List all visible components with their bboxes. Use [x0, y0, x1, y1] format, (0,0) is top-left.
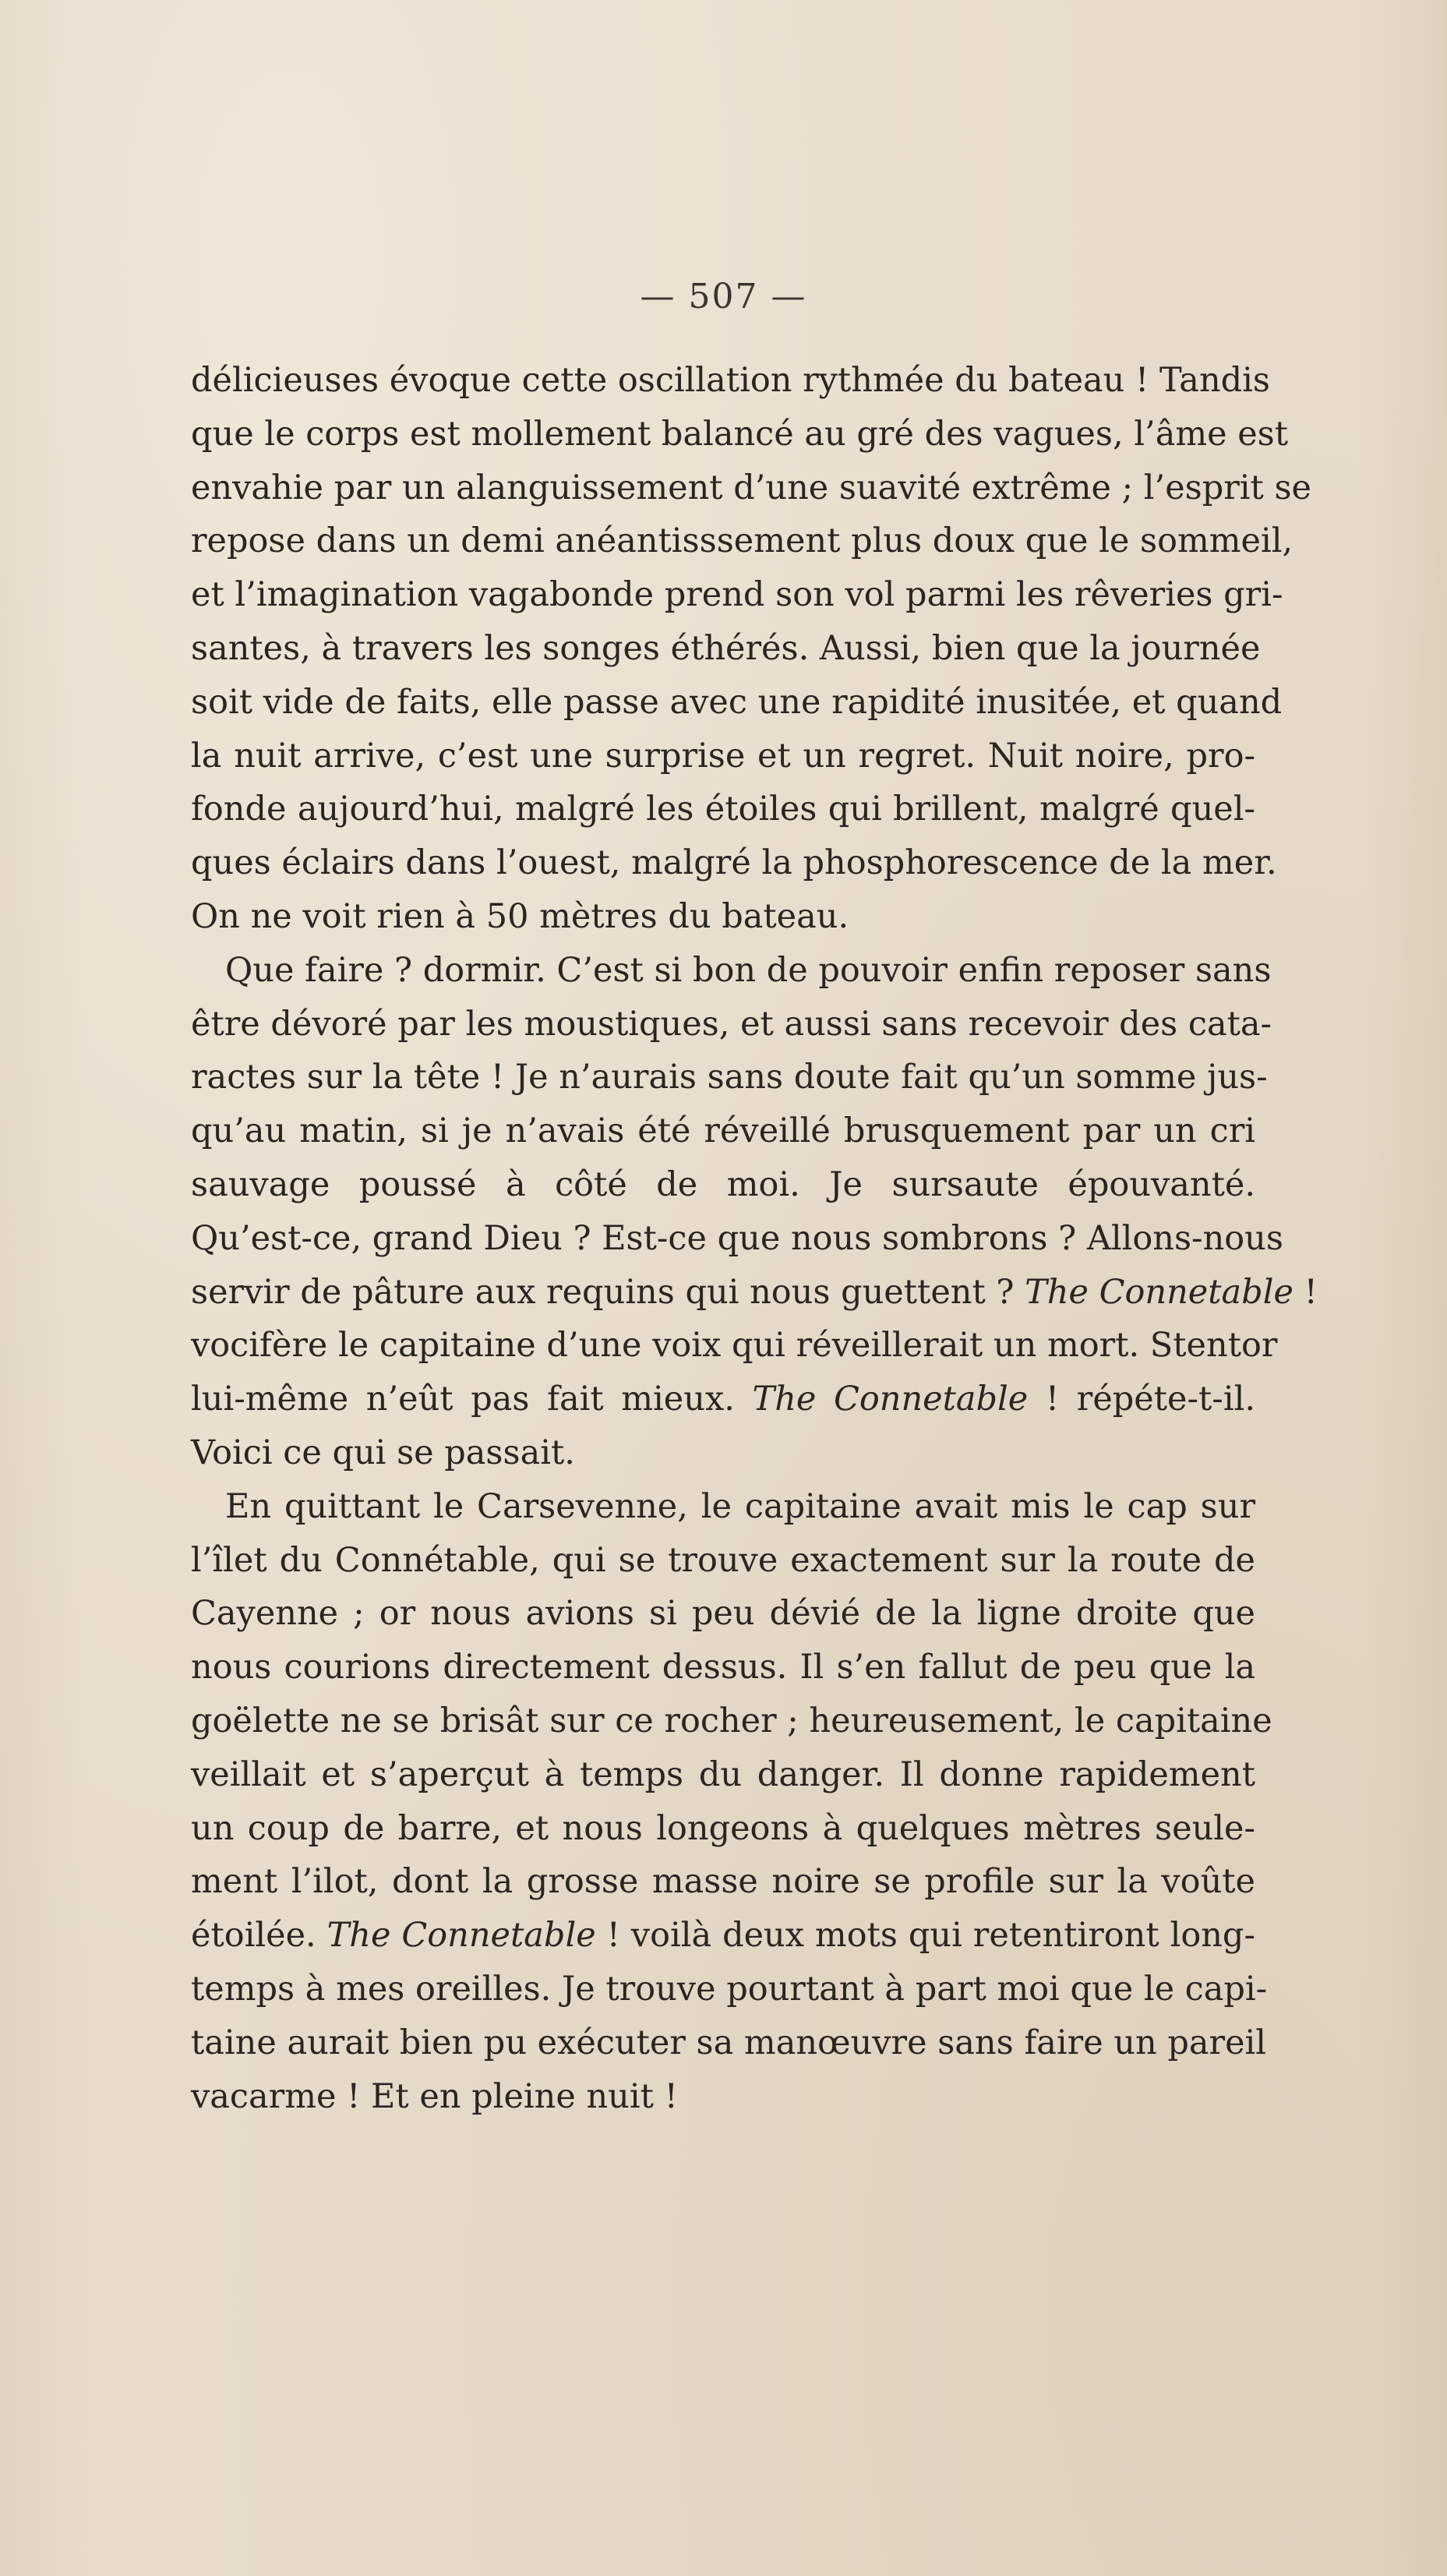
text-line [191, 1426, 1255, 1480]
text-line [191, 836, 1277, 890]
paragraph [191, 944, 1318, 1480]
text-run: ment l’ilot, dont la grosse masse noire se profile sur la voûte [191, 1862, 1255, 1902]
text-line [191, 1212, 1283, 1266]
text-run: nous courions directement dessus. Il s’en fallut de peu que la [191, 1648, 1255, 1687]
text-line [191, 998, 1272, 1051]
text-line [191, 1802, 1255, 1856]
text-run: lui-même n’eût pas fait mieux. [191, 1380, 753, 1419]
body-text [191, 354, 1318, 2123]
text-run: ! voilà deux mots qui retentiront long- [595, 1916, 1255, 1956]
text-run: repose dans un demi anéantisssement plus doux que le sommeil, [191, 521, 1293, 561]
text-run: ractes sur la tête ! Je n’aurais sans doute fait qu’un somme jus- [191, 1058, 1268, 1097]
text-run: Cayenne ; or nous avions si peu dévié de la ligne droite que [191, 1594, 1255, 1634]
italic-ship-name: The Connetable [326, 1916, 596, 1956]
text-run: ! répéte-t-il. [1028, 1380, 1255, 1419]
text-run: délicieuses évoque cette oscillation rythmée du bateau ! Tandis [191, 361, 1270, 400]
text-line [191, 568, 1283, 622]
text-line [191, 354, 1270, 408]
text-line [191, 461, 1312, 515]
text-line [191, 408, 1289, 461]
text-line [191, 1319, 1278, 1373]
text-line [191, 1266, 1318, 1320]
text-run: vacarme ! Et en pleine nuit ! [191, 2076, 678, 2116]
text-run: On ne voit rien à 50 mètres du bateau. [191, 896, 849, 936]
text-line [191, 1158, 1255, 1212]
text-run: la nuit arrive, c’est une surprise et un regret. Nuit noire, pro- [191, 736, 1255, 776]
text-line [191, 944, 1272, 998]
text-line [191, 1104, 1255, 1158]
text-line [191, 1963, 1268, 2016]
text-line [191, 730, 1255, 783]
paragraph [191, 354, 1312, 944]
text-run: fonde aujourd’hui, malgré les étoiles qui brillent, malgré quel- [191, 790, 1255, 829]
text-line [191, 514, 1293, 568]
text-run: soit vide de faits, elle passe avec une rapidité inusitée, et quand [191, 682, 1283, 722]
text-run: santes, à travers les songes éthérés. Aussi, bien que la journée [191, 628, 1261, 668]
text-line [191, 1748, 1255, 1802]
text-run: Que faire ? dormir. C’est si bon de pouvoir enfin reposer sans [225, 950, 1272, 990]
text-line [191, 676, 1283, 730]
text-line [191, 1534, 1255, 1588]
text-line [191, 1855, 1255, 1909]
text-run: étoilée. [191, 1916, 327, 1956]
text-line [191, 1641, 1255, 1694]
text-line [191, 1909, 1255, 1963]
text-line [191, 890, 1255, 944]
text-run: ques éclairs dans l’ouest, malgré la phosphorescence de la mer. [191, 843, 1277, 883]
text-run: servir de pâture aux requins qui nous guettent ? [191, 1272, 1025, 1312]
text-line [191, 2016, 1267, 2070]
italic-ship-name: The Connetable [1025, 1272, 1293, 1312]
text-run: Voici ce qui se passait. [191, 1433, 575, 1472]
text-line [191, 1587, 1255, 1641]
text-run: sauvage poussé à côté de moi. Je sursaute épouvanté. [191, 1164, 1255, 1204]
text-run: l’îlet du Connétable, qui se trouve exactement sur la route de [191, 1540, 1255, 1580]
text-line [191, 2070, 1255, 2124]
text-run: un coup de barre, et nous longeons à quelques mètres seule- [191, 1808, 1255, 1848]
text-run: veillait et s’aperçut à temps du danger. Il donne rapidement [191, 1754, 1255, 1794]
italic-ship-name: The Connetable [752, 1380, 1029, 1419]
text-run: Qu’est-ce, grand Dieu ? Est-ce que nous sombrons ? Allons-nous [191, 1218, 1283, 1258]
text-line [191, 783, 1255, 836]
text-run: et l’imagination vagabonde prend son vol parmi les rêveries gri- [191, 575, 1283, 615]
paragraph [191, 1480, 1272, 2124]
text-run: taine aurait bien pu exécuter sa manœuvre sans faire un pareil [191, 2023, 1267, 2062]
text-run: envahie par un alanguissement d’une suavité extrême ; l’esprit se [191, 468, 1312, 507]
text-line [191, 1694, 1272, 1748]
text-line [191, 1051, 1268, 1104]
text-line [191, 1480, 1255, 1534]
text-line [191, 622, 1261, 676]
text-run: temps à mes oreilles. Je trouve pourtant à part moi que le capi- [191, 1969, 1268, 2009]
page-number: — 507 — [640, 277, 807, 316]
text-run: être dévoré par les moustiques, et aussi sans recevoir des cata- [191, 1004, 1272, 1044]
text-run: En quittant le Carsevenne, le capitaine avait mis le cap sur [225, 1486, 1255, 1526]
text-run: ! [1293, 1272, 1318, 1312]
text-run: que le corps est mollement balancé au gré des vagues, l’âme est [191, 414, 1289, 454]
text-line [191, 1373, 1255, 1426]
text-run: qu’au matin, si je n’avais été réveillé brusquement par un cri [191, 1111, 1255, 1151]
text-run: vocifère le capitaine d’une voix qui réveillerait un mort. Stentor [191, 1326, 1278, 1366]
text-run: goëlette ne se brisât sur ce rocher ; heureusement, le capitaine [191, 1701, 1272, 1740]
